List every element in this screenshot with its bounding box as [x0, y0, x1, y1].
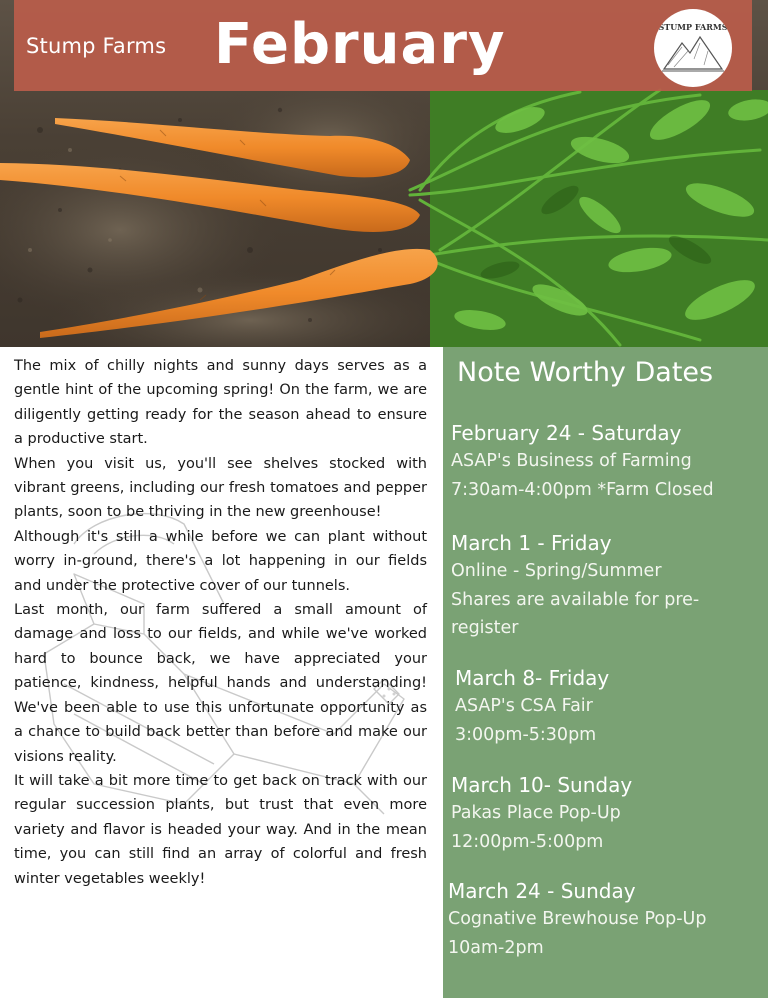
event-date: March 8- Friday — [455, 666, 610, 690]
month-title: February — [214, 12, 506, 77]
dates-title: Note Worthy Dates — [457, 357, 714, 388]
event-detail: Shares are available for pre- — [451, 589, 700, 610]
event-mar-10 — [451, 771, 766, 856]
event-detail: 3:00pm-5:30pm — [455, 724, 597, 745]
stump-farms-logo — [654, 9, 732, 87]
event-detail: ASAP's CSA Fair — [455, 696, 593, 716]
paragraph: The mix of chilly nights and sunny days serves as a gentle hint of the upcoming spring! On the farm, we are diligently getting ready for the season ahead to ensure a productive start. — [14, 358, 427, 448]
event-mar-8 — [455, 664, 768, 749]
logo-text: STUMP FARMS — [658, 22, 728, 32]
event-detail: Online - Spring/Summer — [451, 561, 662, 581]
brand-name: Stump Farms — [26, 34, 167, 58]
event-date: March 24 - Sunday — [448, 879, 636, 903]
paragraph: When you visit us, you'll see shelves stocked with vibrant greens, including our fresh tomatoes and pepper plants, soon to be thriving in the new greenhouse! — [14, 455, 427, 521]
event-detail: 12:00pm-5:00pm — [451, 831, 604, 852]
event-detail: Pakas Place Pop-Up — [451, 803, 621, 823]
paragraph: Last month, our farm suffered a small amount of damage and loss to our fields, and while we've worked hard to bounce back, we have appreciated your patience, kindness, helpful hands and understanding! We've been able to use this unfortunate opportunity as a chance to build back better than before and make our visions reality. — [14, 602, 427, 765]
title-banner — [14, 0, 752, 91]
paragraph: Although it's still a while before we can plant without worry in-ground, there's a lot happening in our fields and under the protective cover of our tunnels. — [14, 528, 427, 594]
event-date: February 24 - Saturday — [451, 421, 682, 445]
event-detail: register — [451, 618, 519, 638]
paragraph: It will take a bit more time to get back on track with our regular succession plants, but trust that even more variety and flavor is headed your way. And in the mean time, you can still find an array of colorful and fresh winter vegetables weekly! — [14, 772, 427, 887]
event-detail: ASAP's Business of Farming — [451, 451, 692, 471]
event-mar-24 — [448, 877, 763, 962]
event-mar-1 — [451, 529, 766, 643]
event-detail: 10am-2pm — [448, 937, 544, 958]
note-worthy-dates-panel — [443, 347, 768, 998]
mountain-logo-icon — [654, 9, 732, 87]
event-detail: Cognative Brewhouse Pop-Up — [448, 909, 707, 929]
event-date: March 1 - Friday — [451, 531, 612, 555]
newsletter-body — [14, 354, 427, 891]
event-date: March 10- Sunday — [451, 773, 633, 797]
event-detail: 7:30am-4:00pm *Farm Closed — [451, 479, 714, 500]
event-feb-24 — [451, 419, 766, 504]
